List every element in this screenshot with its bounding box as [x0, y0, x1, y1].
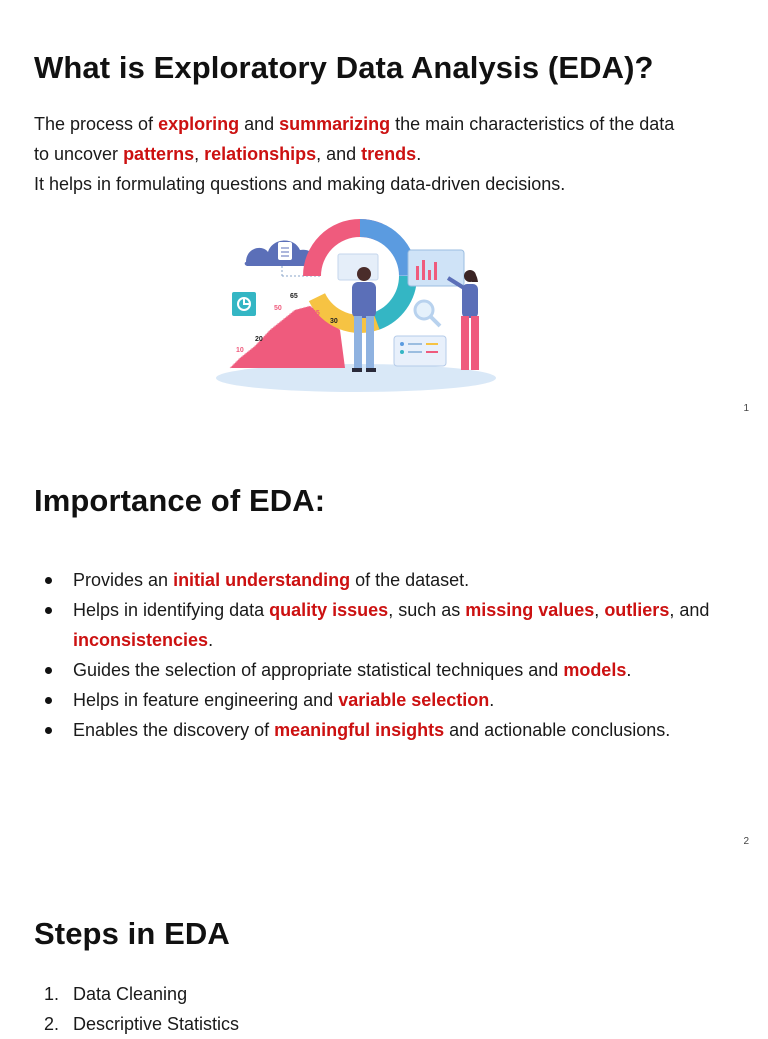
description-line-2	[34, 139, 734, 169]
illustration-number-label: 45	[312, 310, 320, 317]
illustration-number-label: 30	[330, 318, 338, 325]
highlighted-term: missing values	[465, 600, 595, 620]
text-run: the main characteristics of the data	[390, 114, 675, 134]
text-run: Enables the discovery of	[73, 720, 275, 740]
bullet-dot-icon	[45, 697, 52, 704]
illustration-number-label: 20	[255, 336, 263, 343]
text-run: Helps in feature engineering and	[73, 690, 339, 710]
text-run: , and	[669, 600, 710, 620]
text-run: , and	[316, 144, 362, 164]
text-run: ,	[594, 600, 605, 620]
step-item	[34, 979, 239, 1009]
bullet-item	[34, 655, 734, 685]
text-run: Provides an	[73, 570, 174, 590]
slide-2-title: Importance of EDA:	[34, 483, 326, 518]
step-item	[34, 1009, 239, 1039]
text-run: Helps in identifying data	[73, 600, 270, 620]
highlighted-term: trends	[361, 144, 417, 164]
document-icon	[278, 242, 292, 260]
text-run: Guides the selection of appropriate statistical techniques and	[73, 660, 564, 680]
highlighted-term: patterns	[123, 144, 195, 164]
page-number: 2	[743, 836, 749, 847]
steps-list	[34, 979, 239, 1039]
text-run: and actionable conclusions.	[444, 720, 671, 740]
text-run: , such as	[388, 600, 466, 620]
highlighted-term: exploring	[158, 114, 240, 134]
slide-1-title: What is Exploratory Data Analysis (EDA)?	[34, 50, 654, 85]
slide-1-description	[34, 109, 734, 199]
page-number: 1	[743, 403, 749, 414]
bullet-dot-icon	[45, 667, 52, 674]
highlighted-term: inconsistencies	[73, 630, 209, 650]
bullet-item	[34, 685, 734, 715]
highlighted-term: relationships	[204, 144, 317, 164]
text-run: .	[489, 690, 495, 710]
bullet-item	[34, 565, 734, 595]
highlighted-term: initial understanding	[173, 570, 351, 590]
eda-illustration	[210, 218, 500, 398]
text-run: ,	[194, 144, 205, 164]
slide-1	[0, 0, 768, 433]
text-run: The process of	[34, 114, 159, 134]
illustration-number-label: 50	[274, 305, 282, 312]
importance-bullet-list	[34, 565, 734, 745]
step-label: Descriptive Statistics	[73, 1014, 240, 1034]
text-run: of the dataset.	[350, 570, 470, 590]
bullet-item	[34, 715, 734, 745]
highlighted-term: models	[563, 660, 627, 680]
text-run: and	[239, 114, 280, 134]
text-run: .	[626, 660, 632, 680]
slide-2	[0, 433, 768, 866]
illustration-number-label: 10	[236, 347, 244, 354]
highlighted-term: quality issues	[269, 600, 389, 620]
highlighted-term: meaningful insights	[274, 720, 445, 740]
bullet-dot-icon	[45, 607, 52, 614]
bullet-dot-icon	[45, 727, 52, 734]
slide-3-title: Steps in EDA	[34, 916, 230, 951]
highlighted-term: summarizing	[279, 114, 391, 134]
slide-3	[0, 866, 768, 1034]
text-run: .	[208, 630, 214, 650]
bullet-dot-icon	[45, 577, 52, 584]
step-number: 1.	[44, 984, 60, 1004]
bullet-item	[34, 595, 734, 655]
illustration-number-label: 65	[290, 293, 298, 300]
description-line-3: It helps in formulating questions and making data-driven decisions.	[34, 174, 566, 194]
text-run: .	[416, 144, 422, 164]
highlighted-term: variable selection	[338, 690, 490, 710]
step-label: Data Cleaning	[73, 984, 188, 1004]
highlighted-term: outliers	[604, 600, 670, 620]
step-number: 2.	[44, 1014, 60, 1034]
text-run: to uncover	[34, 144, 124, 164]
description-line-1	[34, 109, 734, 139]
